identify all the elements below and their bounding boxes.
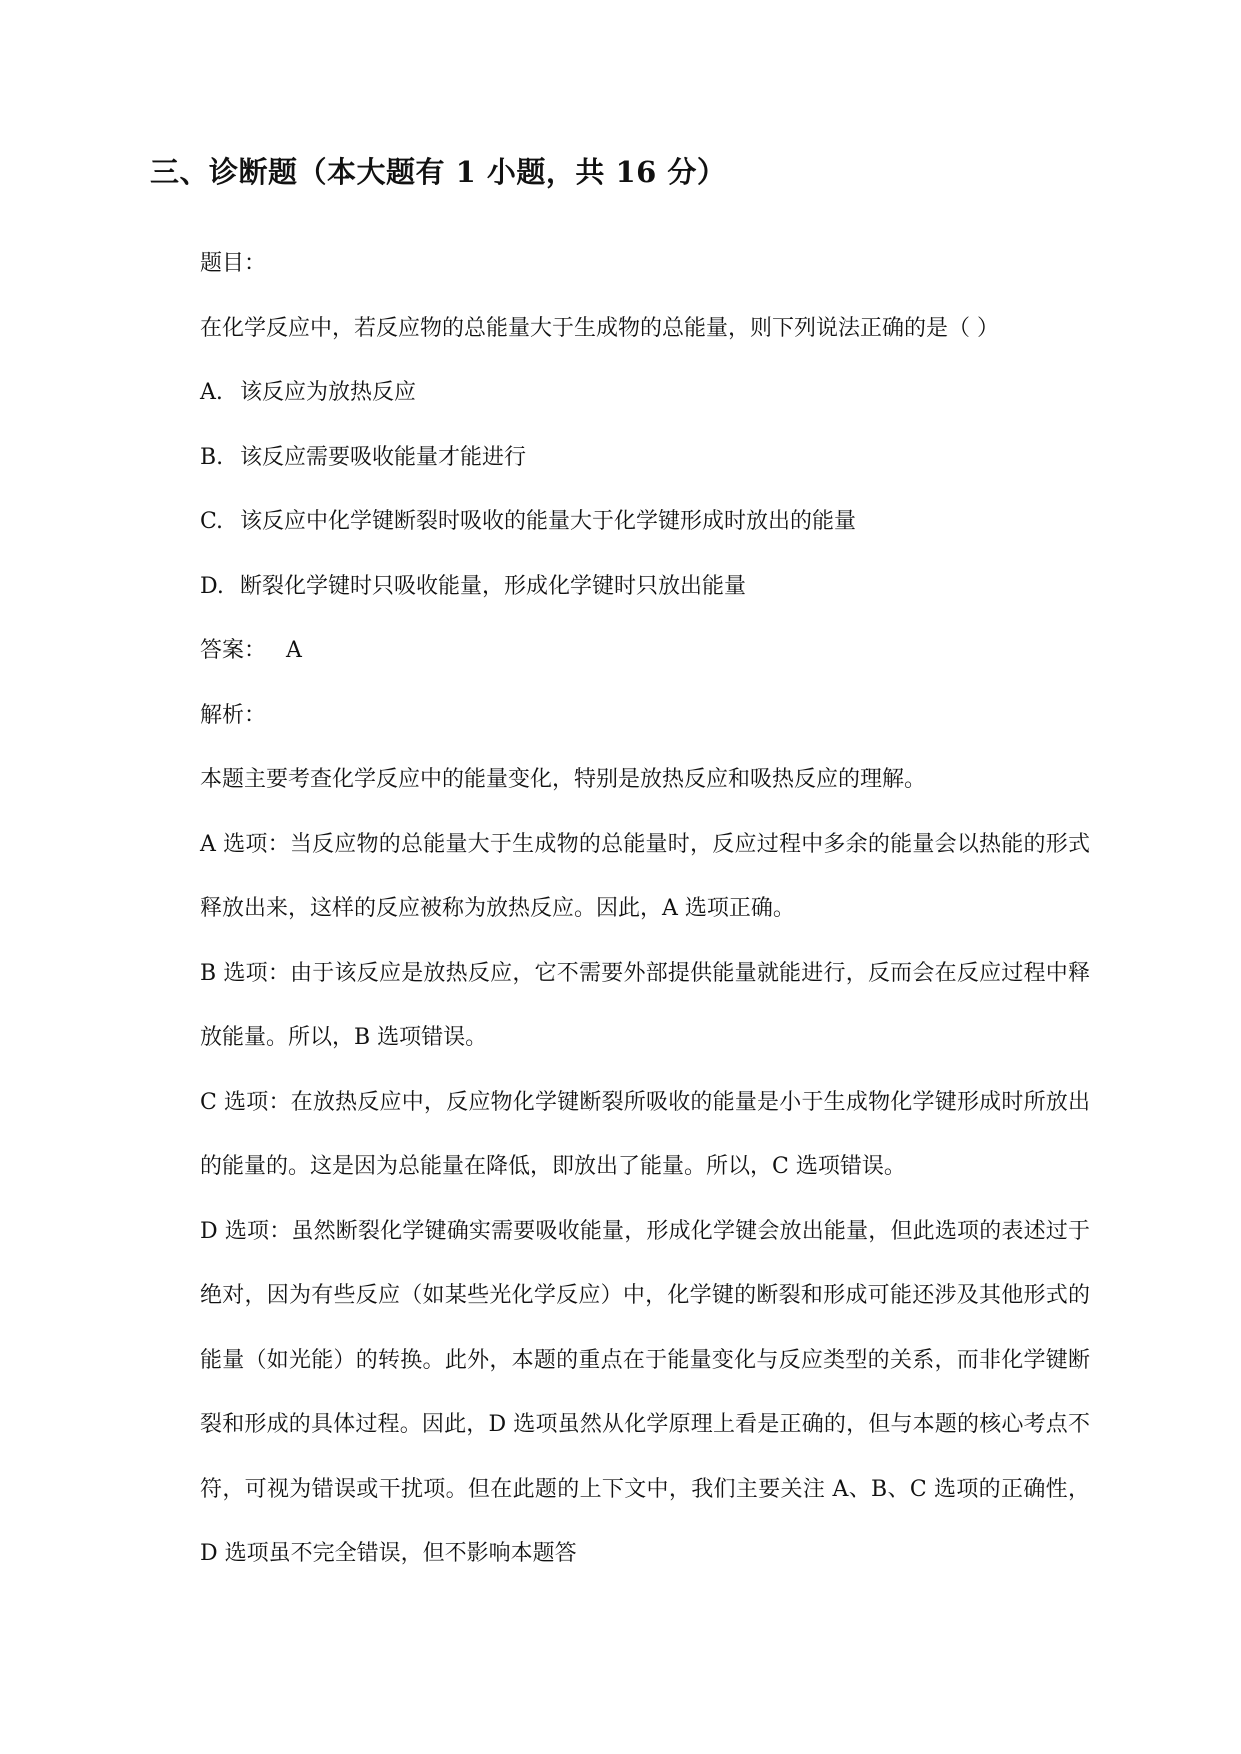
option-a-text: 该反应为放热反应 bbox=[240, 380, 417, 405]
option-c bbox=[200, 490, 1090, 555]
answer-line bbox=[200, 619, 1090, 684]
option-c-text: 该反应中化学键断裂时吸收的能量大于化学键形成时放出的能量 bbox=[240, 509, 857, 534]
option-b-text: 该反应需要吸收能量才能进行 bbox=[240, 444, 527, 470]
option-d-text: 断裂化学键时只吸收能量，形成化学键时只放出能量 bbox=[240, 573, 747, 599]
analysis-option-a: A 选项：当反应物的总能量大于生成物的总能量时，反应过程中多余的能量会以热能的形式释放出来，这样的反应被称为放热反应。因此，A 选项正确。 bbox=[200, 831, 1090, 921]
option-a-letter: A. bbox=[200, 380, 223, 405]
analysis-option-d: D 选项：虽然断裂化学键确实需要吸收能量，形成化学键会放出能量，但此选项的表述过于绝对，因为有些反应（如某些光化学反应）中，化学键的断裂和形成可能还涉及其他形式的能量（如光能）的转换。此外，本题的重点在于能量变化与反应类型的关系，而非化学键断裂和形成的具体过程。因此，D 选项虽然从化学原理上看是正确的，但与本题的核心考点不符，可视为错误或干扰项。但在此题的上下文中，我们主要关注 A、B、C 选项的正确性，D 选项虽不完全错误，但不影响本题答 bbox=[200, 1218, 1090, 1566]
option-b bbox=[200, 426, 1090, 491]
option-d-letter: D. bbox=[200, 573, 224, 599]
answer-value: A bbox=[286, 638, 302, 663]
answer-label: 答案： bbox=[200, 638, 267, 663]
analysis-label: 解析： bbox=[200, 702, 267, 728]
question-stem: 在化学反应中，若反应物的总能量大于生成物的总能量，则下列说法正确的是（ ） bbox=[200, 315, 999, 341]
section-title: 三、诊断题（本大题有 1 小题，共 16 分） bbox=[150, 155, 727, 189]
analysis-intro: 本题主要考查化学反应中的能量变化，特别是放热反应和吸热反应的理解。 bbox=[200, 767, 927, 792]
analysis-option-c: C 选项：在放热反应中，反应物化学键断裂所吸收的能量是小于生成物化学键形成时所放出的能量的。这是因为总能量在降低，即放出了能量。所以，C 选项错误。 bbox=[200, 1089, 1090, 1179]
option-b-letter: B. bbox=[200, 444, 224, 470]
analysis-option-b: B 选项：由于该反应是放热反应，它不需要外部提供能量就能进行，反而会在反应过程中释放能量。所以，B 选项错误。 bbox=[200, 960, 1090, 1050]
option-c-letter: C. bbox=[200, 509, 224, 534]
question-body bbox=[200, 232, 1090, 1587]
question-label: 题目： bbox=[200, 251, 267, 276]
option-d bbox=[200, 555, 1090, 620]
option-a bbox=[200, 361, 1090, 426]
